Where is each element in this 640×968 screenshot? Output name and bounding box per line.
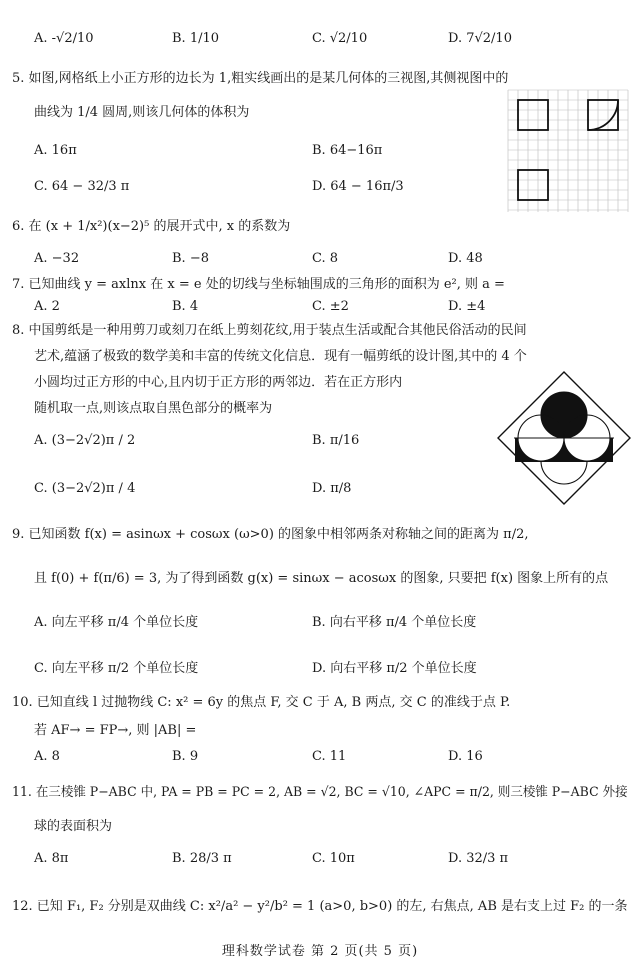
q8-stem-line-4: 随机取一点,则该点取自黑色部分的概率为: [34, 401, 273, 416]
q10-option-c: C. 11: [312, 749, 347, 764]
q8-option-c: C. (3−2√2)π / 4: [34, 481, 136, 496]
q11-option-d: D. 32/3 π: [448, 851, 509, 866]
q9-option-d: D. 向右平移 π/2 个单位长度: [312, 661, 477, 676]
q8-stem-line-3: 小圆均过正方形的中心,且内切于正方形的两邻边．若在正方形内: [34, 375, 403, 390]
q6-option-d: D. 48: [448, 251, 483, 266]
q7-option-a: A. 2: [34, 299, 60, 314]
q10-option-b: B. 9: [172, 749, 199, 764]
q7-option-c: C. ±2: [312, 299, 349, 314]
q11-stem-line-2: 球的表面积为: [34, 819, 113, 834]
q5-option-b: B. 64−16π: [312, 143, 383, 158]
q10-option-a: A. 8: [34, 749, 60, 764]
paper-cut-figure: [494, 368, 634, 508]
q4-option-a: A. -√2/10: [34, 31, 94, 46]
q5-stem-line-2: 曲线为 1/4 圆周,则该几何体的体积为: [34, 105, 250, 120]
q8-stem-line-2: 艺术,蕴涵了极致的数学美和丰富的传统文化信息．现有一幅剪纸的设计图,其中的 4 个: [34, 349, 527, 364]
q6-option-a: A. −32: [34, 251, 80, 266]
q9-option-b: B. 向右平移 π/4 个单位长度: [312, 615, 477, 630]
q4-option-b: B. 1/10: [172, 31, 220, 46]
q7-option-b: B. 4: [172, 299, 199, 314]
q12-stem: 12. 已知 F₁, F₂ 分别是双曲线 C: x²/a² − y²/b² = 1 (a>0, b>0) 的左, 右焦点, AB 是右支上过 F₂ 的一条: [12, 899, 628, 914]
q11-option-a: A. 8π: [34, 851, 69, 866]
q9-stem-line-2: 且 f(0) + f(π/6) = 3, 为了得到函数 g(x) = sinωx − acosωx 的图象, 只要把 f(x) 图象上所有的点: [34, 571, 609, 586]
page-footer: 理科数学试卷 第 2 页(共 5 页): [221, 944, 419, 959]
q8-stem-line-1: 8. 中国剪纸是一种用剪刀或刻刀在纸上剪刻花纹,用于装点生活或配合其他民俗活动的民间: [12, 323, 527, 338]
q10-stem-line-2: 若 AF→ = FP→, 则 |AB| =: [34, 723, 197, 738]
q11-option-b: B. 28/3 π: [172, 851, 232, 866]
q5-stem-line-1: 5. 如图,网格纸上小正方形的边长为 1,粗实线画出的是某几何体的三视图,其侧视图中的: [12, 71, 509, 86]
q5-option-d: D. 64 − 16π/3: [312, 179, 404, 194]
q7-stem: 7. 已知曲线 y = axlnx 在 x = e 处的切线与坐标轴围成的三角形的面积为 e², 则 a =: [12, 277, 505, 292]
q11-stem-line-1: 11. 在三棱锥 P−ABC 中, PA = PB = PC = 2, AB = √2, BC = √10, ∠APC = π/2, 则三棱锥 P−ABC 外接: [12, 785, 628, 800]
q8-option-d: D. π/8: [312, 481, 352, 496]
q6-option-b: B. −8: [172, 251, 209, 266]
q8-option-a: A. (3−2√2)π / 2: [34, 433, 136, 448]
q6-option-c: C. 8: [312, 251, 339, 266]
q11-option-c: C. 10π: [312, 851, 355, 866]
q9-option-c: C. 向左平移 π/2 个单位长度: [34, 661, 199, 676]
q7-option-d: D. ±4: [448, 299, 486, 314]
q10-stem-line-1: 10. 已知直线 l 过抛物线 C: x² = 6y 的焦点 F, 交 C 于 A, B 两点, 交 C 的准线于点 P.: [12, 695, 511, 710]
q5-option-a: A. 16π: [34, 143, 77, 158]
q4-option-c: C. √2/10: [312, 31, 368, 46]
q5-option-c: C. 64 − 32/3 π: [34, 179, 130, 194]
q10-option-d: D. 16: [448, 749, 483, 764]
q6-stem: 6. 在 (x + 1/x²)(x−2)⁵ 的展开式中, x 的系数为: [12, 219, 291, 234]
q9-stem-line-1: 9. 已知函数 f(x) = asinωx + cosωx (ω>0) 的图象中相邻两条对称轴之间的距离为 π/2,: [12, 527, 529, 542]
three-view-grid-figure: [506, 88, 630, 214]
q8-option-b: B. π/16: [312, 433, 360, 448]
q4-option-d: D. 7√2/10: [448, 31, 512, 46]
q9-option-a: A. 向左平移 π/4 个单位长度: [34, 615, 199, 630]
